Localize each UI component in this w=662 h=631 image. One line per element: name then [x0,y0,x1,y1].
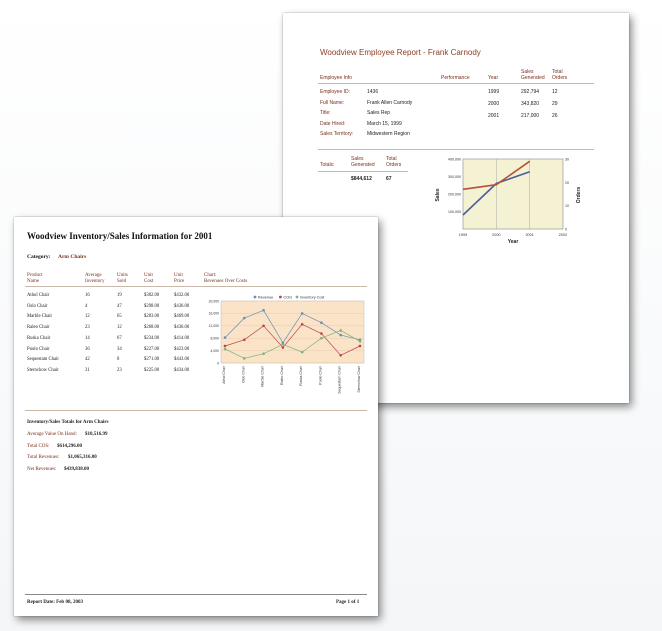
data-point [224,348,227,351]
totals-value: $10,516.99 [85,432,108,437]
employee-sales-chart [433,153,583,245]
performance-orders: 29 [552,101,558,107]
data-point [359,345,362,348]
table-cell: Puolo Chair [27,346,50,352]
y-tick-label: 200,000 [448,192,461,197]
employee-field-label: Full Name: [320,99,345,106]
employee-field-label: Employee ID: [320,89,351,95]
employee-field-label: Date Hired: [320,120,346,127]
y-tick-label: 8,000 [210,336,219,341]
performance-sales: 217,000 [521,113,540,119]
data-point [301,312,304,315]
table-cell: 47 [117,303,122,309]
data-point [301,351,304,354]
table-cell: $298.00 [144,303,160,309]
table-cell: $432.00 [174,293,190,298]
totals-label: Total COS: [27,443,50,449]
column-header: Average Inventory [85,273,105,284]
chart-x-label: Year [507,239,519,245]
totals-label: Total Revenues: [27,455,60,460]
legend-marker [254,296,257,299]
section-rule [318,149,594,150]
table-cell: Oslo Chair [27,303,48,309]
legend-label: Inventory Cost [300,295,325,300]
table-cell: 23 [85,325,90,331]
totals-orders-header: Total Orders [386,156,402,168]
x-tick-label: 2002 [558,233,568,237]
data-point [243,317,246,320]
table-cell: 65 [117,314,122,320]
performance-orders: 12 [552,89,558,95]
data-point [339,329,342,332]
y-tick-label: 300,000 [448,175,461,179]
totals-label: Average Value On Hand: [27,432,77,437]
table-cell: 42 [85,357,90,363]
inventory-totals-title: Inventory/Sales Totals for Arm Chairs [27,420,109,425]
header-rule [318,83,594,84]
column-header: Units Sold [117,273,128,284]
footer-rule [25,594,367,595]
y-tick-label: 0 [217,361,219,366]
table-cell: $234.00 [144,335,160,341]
employee-field-value: 1436 [367,89,379,95]
data-point [224,345,227,348]
chart-plot-area [463,159,563,229]
table-cell: Sequestam Chair [27,357,59,363]
y2-tick-label: 10 [565,204,569,209]
table-cell: $271.00 [144,357,160,363]
table-cell: $434.00 [174,367,190,373]
data-point [320,321,323,324]
table-cell: Raleo Chair [27,325,50,331]
category-label: Sequestam Chair [337,366,342,394]
employee-field-label: Sales Territory: [320,131,354,137]
y2-tick-label: 0 [565,227,567,232]
table-cell: 16 [85,293,90,298]
totals-value: $439,838.00 [64,466,89,472]
performance-year: 1999 [488,89,500,95]
y-tick-label: 16,000 [208,311,219,316]
table-cell: $436.00 [174,325,190,331]
data-point [301,323,304,326]
table-cell: 23 [117,367,122,373]
totals-sales-value: $844,612 [351,176,372,182]
report-date: Report Date: Feb 08, 2003 [27,600,83,605]
table-cell: $225.00 [144,367,160,373]
totals-value: $1,065,316.00 [68,455,97,460]
category-label: Sternchow Chair [357,366,361,393]
legend-label: COG [283,295,293,300]
table-cell: Marble Chair [27,314,53,320]
x-tick-label: 2001 [525,233,534,237]
table-cell: 8 [117,357,120,363]
revenues-over-costs-chart [199,293,369,403]
y-tick-label: 12,000 [208,324,219,329]
category-label: Raleo Chair [279,366,284,385]
table-cell: 67 [117,335,122,341]
totals-rule [318,171,408,172]
table-cell: $469.00 [174,314,190,320]
table-cell: Sternchow Chair [27,367,59,373]
performance-sales: 292,794 [521,89,540,95]
data-point [262,325,265,328]
chart-y-label: Sales [435,188,441,202]
table-cell: 36 [85,346,90,352]
table-cell: Ruska Chair [27,335,51,341]
performance-sales: 343,820 [521,101,540,107]
performance-year: 2001 [488,113,500,119]
column-header: Product Name [27,273,43,284]
legend-marker [296,296,299,299]
x-tick-label: 2000 [492,233,501,237]
table-cell: $268.00 [144,325,160,331]
employee-report-title: Woodview Employee Report - Frank Carnody [320,48,481,57]
category-label: Marble Chair [260,366,265,387]
year-header: Year [488,75,499,81]
data-point [339,354,342,357]
table-cell: 12 [117,325,122,331]
category-label: Puolo Chair [318,366,323,385]
table-cell: $436.00 [174,303,190,309]
y-tick-label: 4,000 [210,348,219,353]
data-point [282,343,285,346]
y2-tick-label: 20 [565,180,569,185]
data-point [282,346,285,349]
page-number: Page 1 of 1 [336,600,360,605]
inventory-report-title: Woodview Inventory/Sales Information for 2001 [27,231,213,241]
table-cell: 19 [117,293,122,298]
employee-field-value: Midwestern Region [367,131,410,137]
performance-header: Performance [441,75,470,81]
totals-label: Totals: [320,162,335,168]
y-tick-label: 400,000 [448,157,461,162]
column-header: Unit Price [174,273,185,284]
data-point [320,332,323,335]
data-point [320,337,323,340]
performance-year: 2000 [488,101,500,107]
total-orders-header: Total Orders [552,69,568,81]
column-header: Unit Cost [144,273,154,284]
chart-y2-label: Orders [576,186,582,204]
table-cell: 31 [85,367,90,373]
data-point [224,336,227,339]
data-point [243,338,246,341]
totals-orders-value: 67 [386,176,392,182]
legend-label: Revenue [258,295,274,300]
category-label: Category: [27,254,51,260]
data-point [339,334,342,337]
column-header: Chart: Revenues Over Costs [204,273,248,284]
performance-orders: 26 [552,113,558,119]
totals-divider [25,410,367,411]
employee-field-value: Frank Allen Carnody [367,99,413,106]
category-label: Athol Chair [222,366,226,384]
category-label: Oslo Chair [241,366,246,383]
totals-label: Net Revenues: [27,466,57,472]
table-cell: 12 [85,314,90,320]
table-cell: 14 [85,335,90,341]
table-cell: $423.00 [174,346,190,352]
table-cell: 34 [117,346,122,352]
employee-field-label: Title: [320,110,331,116]
y-tick-label: 20,000 [208,299,219,304]
employee-field-value: Sales Rep [367,110,391,116]
totals-value: $614,296.00 [57,443,82,449]
y-tick-label: 100,000 [448,210,461,214]
employee-field-value: March 15, 1999 [367,120,402,127]
table-cell: $283.00 [144,314,160,320]
x-tick-label: 1999 [458,233,468,237]
data-point [243,357,246,360]
inventory-report-page [14,217,378,616]
data-point [359,340,362,343]
table-cell: $227.00 [144,346,160,352]
table-cell: $414.00 [174,335,190,341]
sales-generated-header: Sales Generated [521,69,545,81]
table-cell: 4 [85,303,88,309]
totals-sales-header: Sales Generated [351,156,375,168]
column-rule [25,286,367,287]
chart-plot-area [221,301,364,363]
legend-marker [279,296,282,299]
data-point [262,352,265,355]
category-value: Arm Chairs [58,254,87,260]
category-label: Ruska Chair [299,366,304,386]
data-point [262,309,265,312]
table-cell: $302.00 [144,293,160,298]
employee-info-header: Employee Info [320,75,352,81]
table-cell: Athol Chair [27,293,50,298]
table-cell: $443.00 [174,357,190,363]
y2-tick-label: 30 [565,157,569,162]
